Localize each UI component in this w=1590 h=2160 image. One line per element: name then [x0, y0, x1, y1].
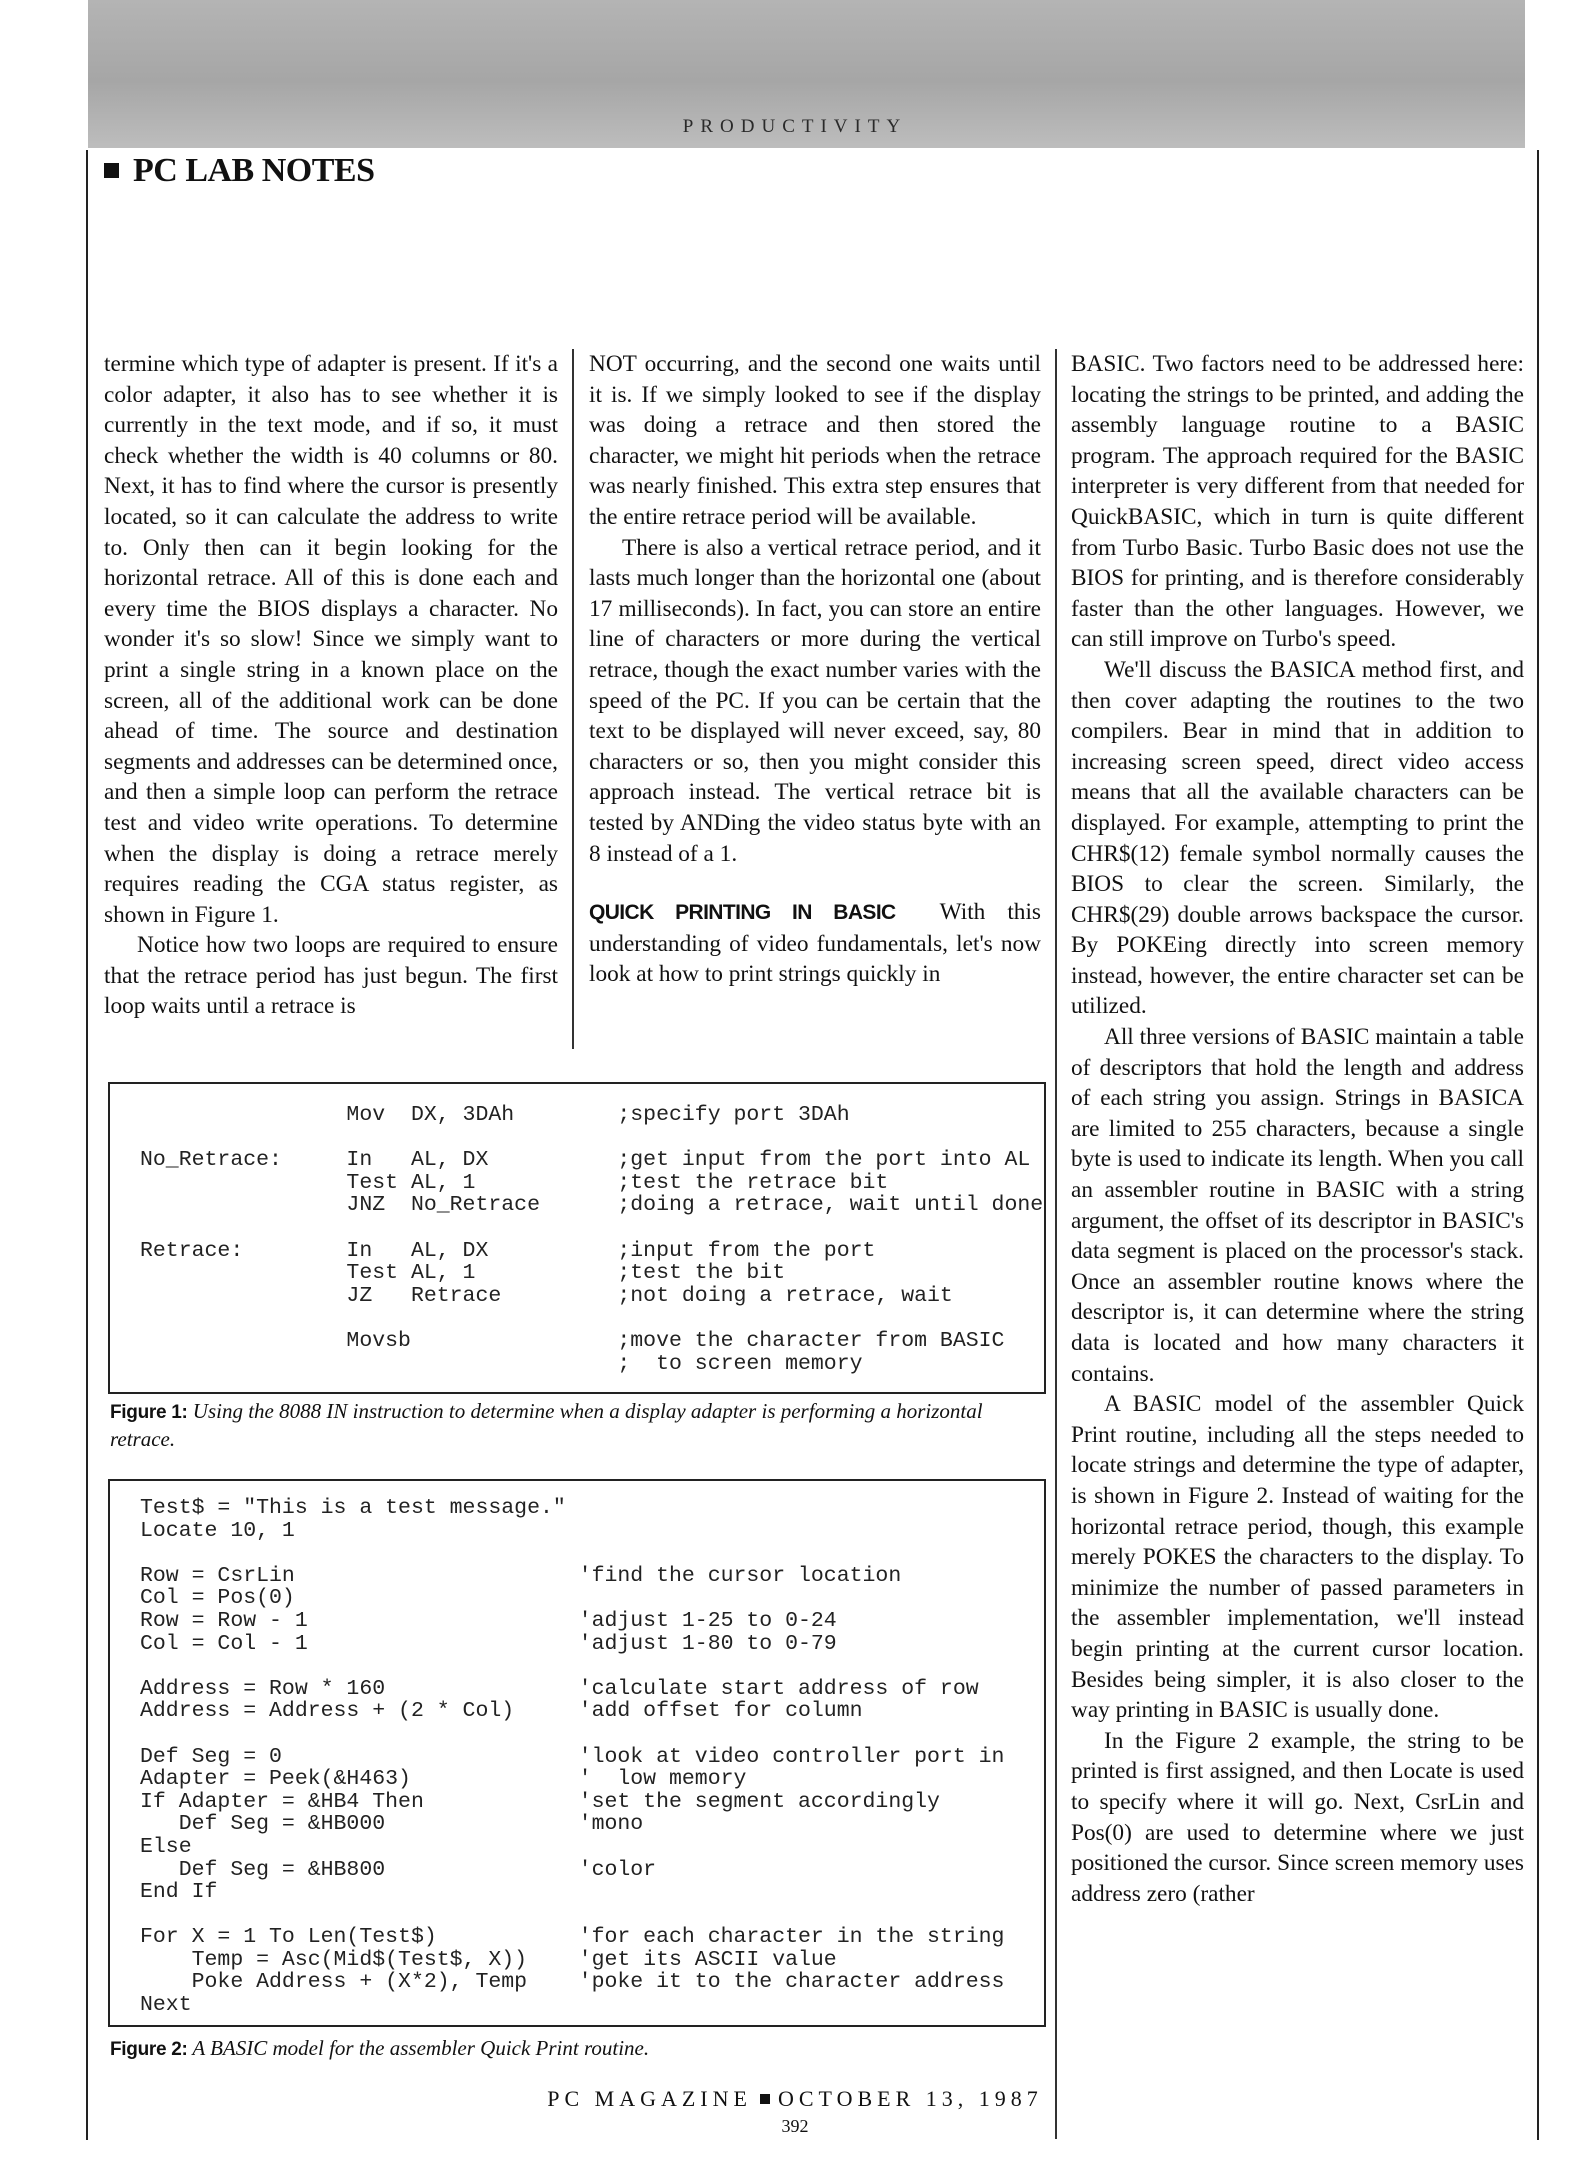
page-footer: [0, 2086, 1590, 2112]
paragraph: In the Figure 2 example, the string to be printed is first assigned, and then Locate is used to specify where it will go. Next, CsrLin and Pos(0) are used to determine where we just positioned the cursor. Since screen memory uses address zero (rather: [1071, 1727, 1524, 1907]
issue-date: OCTOBER 13, 1987: [777, 2086, 1043, 2111]
text-column-3: [1071, 349, 1524, 1909]
caption-text: Using the 8088 IN instruction to determine when a display adapter is performing a horizontal retrace.: [110, 1399, 983, 1451]
publication-name: PC MAGAZINE: [547, 2086, 752, 2111]
page-frame-right-rule: [1537, 150, 1539, 2140]
paragraph: There is also a vertical retrace period, and it lasts much longer than the horizontal one (about 17 milliseconds). In fact, you can store an entire line of characters or more during the vertical retrace, though the exact number varies with the speed of the PC. If you can be certain that the text to be displayed will never exceed, say, 80 characters or so, then you might consider this approach instead. The vertical retrace bit is tested by ANDing the video status byte with an 8 instead of a 1.: [589, 534, 1041, 867]
paragraph: All three versions of BASIC maintain a table of descriptors that hold the length and address of each string you assign. Strings in BASICA are limited to 255 characters, because a single byte is used to indicate its length. When you call an assembler routine in BASIC with a string argument, the offset of its descriptor in BASIC's data segment is placed on the processor's stack. Once an assembler routine knows where the descriptor is, it can determine where the string data is located and how many characters it contains.: [1071, 1024, 1524, 1387]
text-column-2: [589, 349, 1041, 990]
figure-2-code-box: [108, 1479, 1046, 2027]
paragraph: Notice how two loops are required to ensure that the retrace period has just begun. The first loop waits until a retrace is: [104, 932, 558, 1020]
caption-label: Figure 2:: [110, 2039, 188, 2060]
page-frame-left-rule: [86, 150, 88, 2140]
caption-text: A BASIC model for the assembler Quick Print routine.: [192, 2036, 650, 2060]
caption-label: Figure 1:: [110, 1402, 188, 1423]
column-divider: [1055, 349, 1057, 2139]
paragraph: We'll discuss the BASICA method first, and then cover adapting the routines to the two compilers. Bear in mind that in addition to increasing screen speed, direct video access means that all the available characters can be displayed. For example, attempting to print the CHR$(12) female symbol normally causes the BIOS to clear the screen. Similarly, the CHR$(29) double arrows backspace the cursor. By POKEing directly into screen memory instead, however, the entire character set can be utilized.: [1071, 656, 1524, 1020]
text-column-1: [104, 349, 558, 1022]
paragraph-text: With this understanding of video fundamentals, let's now look at how to print strings quickly in: [589, 899, 1041, 988]
section-label: PRODUCTIVITY: [682, 116, 908, 137]
assembly-code-listing: Mov DX, 3DAh ;specify port 3DAh No_Retrace: In AL, DX ;get input from the port into AL Test AL, 1 ;test the retrace bit JNZ No_Retrace ;doing a retrace, wait until done Retrace: In AL, DX ;input from the port Test AL, 1 ;test the bit JZ Retrace ;not doing a retrace, wait Movsb ;move the character from BASIC ; to screen memory: [140, 1103, 1044, 1376]
square-bullet-icon: [104, 163, 119, 178]
paragraph: A BASIC model of the assembler Quick Print routine, including all the steps needed to locate strings and determine the type of adapter, is shown in Figure 2. Instead of waiting for the horizontal retrace period, though, this example merely POKES the characters to the display. To minimize the number of passed parameters in the assembler implementation, we'll instead begin printing at the current cursor location. Besides being simpler, it is also closer to the way printing in BASIC is usually done.: [1071, 1391, 1524, 1724]
paragraph: NOT occurring, and the second one waits until it is. If we simply looked to see if the display was doing a retrace and then stored the character, we might hit periods when the retrace was nearly finished. This extra step ensures that the entire retrace period will be available.: [589, 351, 1041, 530]
column-title-text: PC LAB NOTES: [133, 152, 375, 189]
figure-1-caption: [110, 1398, 1040, 1453]
column-divider: [572, 349, 574, 1049]
column-title: [104, 152, 375, 190]
paragraph-with-heading: [589, 897, 1041, 990]
basic-code-listing: Test$ = "This is a test message." Locate 10, 1 Row = CsrLin 'find the cursor location Col = Pos(0) Row = Row - 1 'adjust 1-25 to 0-24 Col = Col - 1 'adjust 1-80 to 0-79 Address = Row * 160 'calculate start address of row Address = Address + (2 * Col) 'add offset for column Def Seg = 0 'look at video controller port in Adapter = Peek(&H463) ' low memory If Adapter = &HB4 Then 'set the segment accordingly Def Seg = &HB000 'mono Else Def Seg = &HB800 'color End If For X = 1 To Len(Test$) 'for each character in the string Temp = Asc(Mid$(Test$, X)) 'get its ASCII value Poke Address + (X*2), Temp 'poke it to the character address Next: [140, 1496, 1005, 2018]
run-in-heading: QUICK PRINTING IN BASIC: [589, 901, 896, 925]
paragraph: termine which type of adapter is present. If it's a color adapter, it also has to see whether it is currently in the text mode, and if so, it must check whether the width is 40 columns or 80. Next, it has to find where the cursor is presently located, so it can calculate the address to write to. Only then can it begin looking for the horizontal retrace. All of this is done each and every time the BIOS displays a character. No wonder it's so slow! Since we simply want to print a single string in a known place on the screen, all of the additional work can be done ahead of time. The source and destination segments and addresses can be determined once, and then a simple loop can perform the retrace test and video write operations. To determine when the display is doing a retrace merely requires reading the CGA status register, as shown in Figure 1.: [104, 351, 558, 928]
figure-2-caption: [110, 2035, 1040, 2063]
square-separator-icon: [760, 2094, 770, 2104]
figure-1-code-box: [108, 1082, 1046, 1394]
page-number: 392: [781, 2116, 809, 2136]
paragraph: BASIC. Two factors need to be addressed here: locating the strings to be printed, and adding the assembly language routine to a BASIC program. The approach required for the BASIC interpreter is very different from that needed for QuickBASIC, which in turn is quite different from Turbo Basic. Turbo Basic does not use the BIOS for printing, and is therefore considerably faster than the other languages. However, we can still improve on Turbo's speed.: [1071, 351, 1524, 653]
